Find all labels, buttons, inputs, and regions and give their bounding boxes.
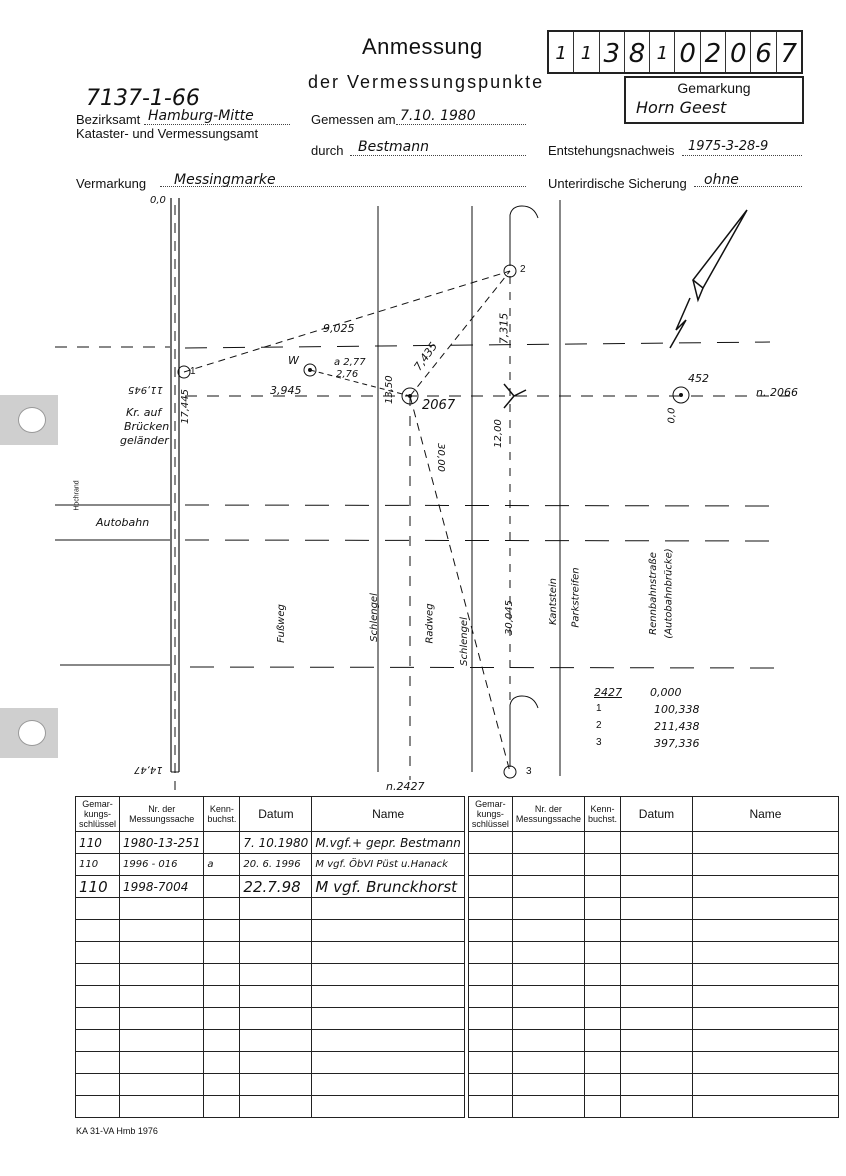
col-nr: Nr. der Messungssache [512, 797, 584, 832]
bruecken-label: Brücken [124, 420, 170, 433]
dist-3945: 3,945 [270, 384, 302, 397]
autobahnbruecke-label: (Autobahnbrücke) [663, 548, 675, 639]
digit-cell: 1 [650, 32, 675, 72]
entstehung-label: Entstehungsnachweis [548, 143, 675, 158]
dist-9025: 9,025 [323, 322, 355, 335]
col-nr: Nr. der Messungssache [120, 797, 204, 832]
col-name: Name [312, 797, 465, 832]
n2066-label: n. 2066 [756, 386, 798, 399]
vermarkung-label: Vermarkung [76, 176, 147, 191]
table-row: 110 1996 - 016 a 20. 6. 1996 M vgf. ÖbVI Püst u.Hanack [76, 854, 839, 876]
circle-2: 2 [520, 264, 526, 275]
digit-cell: 6 [751, 32, 776, 72]
digit-cell: 0 [726, 32, 751, 72]
digit-cell: 7 [780, 39, 798, 69]
form-footer: KA 31-VA Hmb 1976 [76, 1126, 158, 1136]
kr-auf-label: Kr. auf [126, 406, 162, 419]
durch-value: Bestmann [358, 139, 429, 155]
gelaender-label: geländer [120, 434, 169, 447]
coord-row-id: 3 [596, 737, 602, 748]
autobahn-label: Autobahn [96, 516, 150, 529]
form-title: Anmessung [362, 34, 483, 59]
kantstein-label: Kantstein [548, 578, 559, 625]
dist-14-47: 14,47 [134, 764, 163, 775]
rennbahn-label: Rennbahnstraße [647, 552, 659, 635]
gemarkung-label: Gemarkung [677, 80, 751, 96]
table-row [76, 1096, 839, 1118]
table-row [76, 1008, 839, 1030]
radweg-label: Radweg [424, 603, 436, 644]
digit-cell: 0 [675, 32, 700, 72]
dist-2-76: 2,76 [336, 369, 359, 380]
gemarkung-value: Horn Geest [636, 98, 727, 117]
circle-3: 3 [526, 766, 532, 777]
coord-header-val: 0,000 [650, 686, 682, 699]
vermarkung-value: Messingmarke [174, 172, 276, 188]
gemessen-label: Gemessen am [311, 112, 396, 127]
table-row [76, 1074, 839, 1096]
coord-row-id: 2 [596, 720, 602, 731]
schlengel-label-1: Schlengel [368, 593, 380, 642]
dist-30-00: 30,00 [434, 443, 446, 472]
digit-cell: 3 [600, 32, 625, 72]
coord-row-id: 1 [596, 703, 602, 714]
table-header-row [76, 797, 839, 832]
point-number-box [547, 30, 803, 74]
gemarkung-box [624, 76, 804, 124]
col-gemarkung: Gemar-kungs-schlüssel [76, 797, 120, 832]
point-452: 452 [688, 372, 709, 385]
table-row [76, 1030, 839, 1052]
dist-17445: 17,445 [180, 389, 191, 424]
dist-1350: 13,50 [384, 375, 395, 404]
col-kenn: Kenn-buchst. [584, 797, 620, 832]
col-datum: Datum [620, 797, 692, 832]
dist-30045: 30,045 [504, 600, 515, 635]
schlengel-label-2: Schlengel [458, 617, 470, 666]
survey-sketch [0, 195, 846, 795]
dist-2-77: a 2,77 [334, 357, 366, 368]
bezirksamt-label: Bezirksamt [76, 112, 141, 127]
dist-0-0: 0,0 [666, 407, 678, 424]
table-row [76, 942, 839, 964]
table-row: 110 1998-7004 22.7.98 M vgf. Brunckhorst [76, 876, 839, 898]
table-row [76, 920, 839, 942]
coord-row-val: 397,336 [654, 737, 700, 750]
table-row [76, 964, 839, 986]
dist-7315: 7,315 [497, 312, 511, 345]
table-row [76, 1052, 839, 1074]
circle-1: 1 [190, 366, 196, 377]
unterirdisch-label: Unterirdische Sicherung [548, 176, 687, 191]
origin-label: 0,0 [150, 195, 166, 206]
table-row: 110 1980-13-251 7. 10.1980 M.vgf.+ gepr. Bestmann [76, 832, 839, 854]
col-datum: Datum [240, 797, 312, 832]
dist-12-00: 12,00 [492, 419, 504, 448]
col-kenn: Kenn-buchst. [204, 797, 240, 832]
w-label: W [288, 354, 299, 367]
table-row [76, 898, 839, 920]
hoehrand-label: Hochrand [73, 480, 81, 511]
digit-cell: 2 [701, 32, 726, 72]
digit-cell: 1 [549, 32, 574, 72]
unterirdisch-value: ohne [704, 172, 739, 188]
col-name: Name [692, 797, 838, 832]
file-reference: 7137-1-66 [86, 86, 200, 111]
gemessen-value: 7.10. 1980 [400, 108, 476, 124]
records-table [75, 796, 839, 1118]
durch-label: durch [311, 143, 344, 158]
fussweg-label: Fußweg [275, 604, 287, 643]
dist-11945: 11,945 [128, 384, 163, 395]
kataster-label: Kataster- und Vermessungsamt [76, 126, 259, 141]
point-2067: 2067 [422, 398, 456, 413]
digit-cell: 1 [574, 32, 599, 72]
coord-row-val: 100,338 [654, 703, 700, 716]
form-subtitle: der Vermessungspunkte [308, 72, 545, 92]
coord-row-val: 211,438 [654, 720, 700, 733]
entstehung-value: 1975-3-28-9 [688, 139, 769, 154]
bezirksamt-value: Hamburg-Mitte [148, 108, 254, 124]
parkstreifen-label: Parkstreifen [570, 567, 582, 628]
digit-cell: 8 [625, 32, 650, 72]
n2427-label: n.2427 [386, 780, 425, 793]
coord-header-id: 2427 [594, 686, 622, 699]
dist-7435: 7,435 [411, 339, 441, 374]
col-gemarkung: Gemar-kungs-schlüssel [468, 797, 512, 832]
table-row [76, 986, 839, 1008]
